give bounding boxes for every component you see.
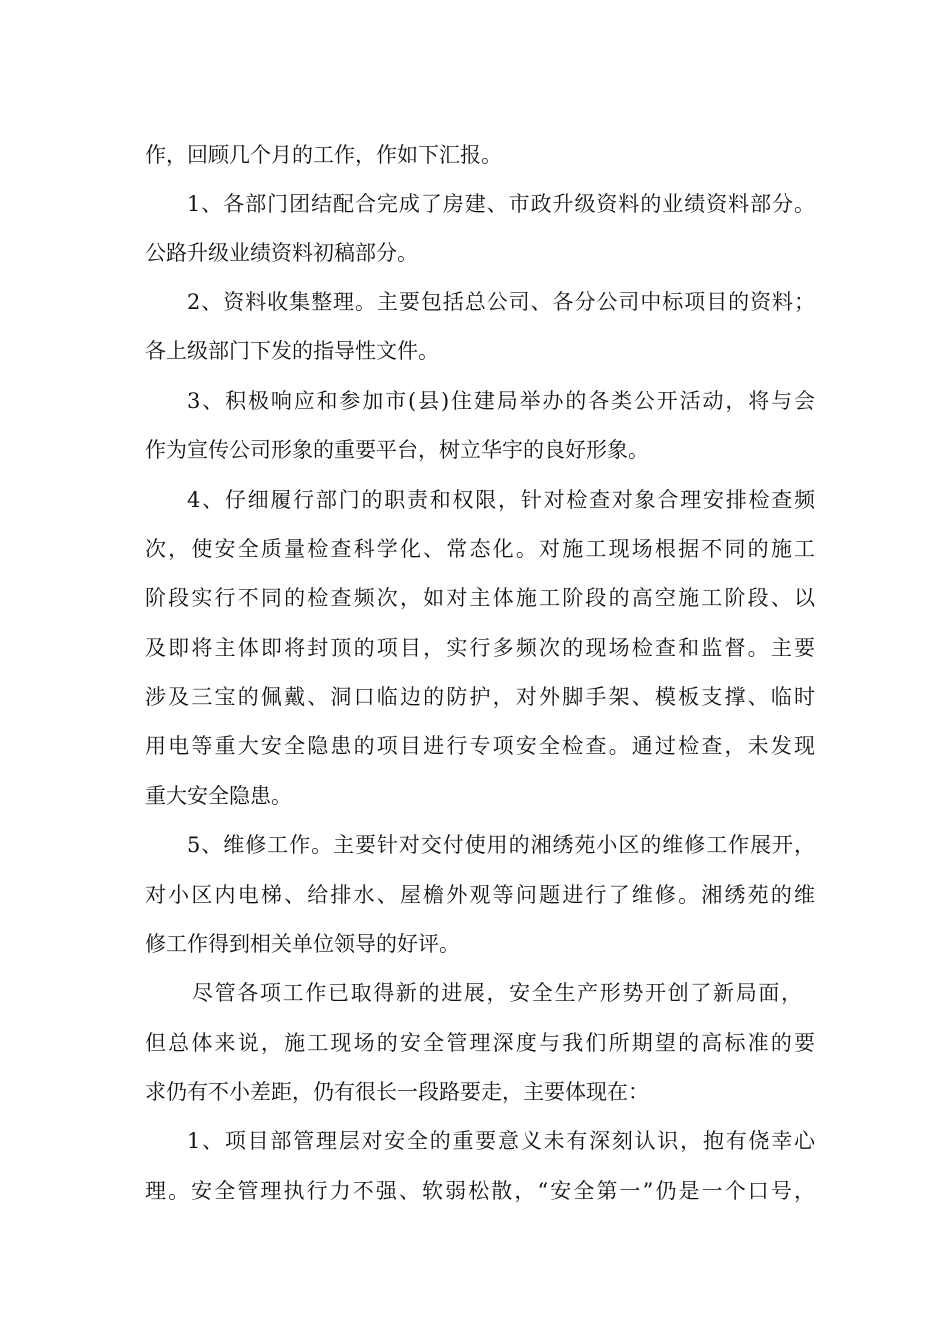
text-line: 2、资料收集整理。主要包括总公司、各分公司中标项目的资料； <box>187 290 815 314</box>
text-line: 1、各部门团结配合完成了房建、市政升级资料的业绩资料部分。 <box>187 192 815 216</box>
text-line: 作为宣传公司形象的重要平台，树立华宇的良好形象。 <box>145 438 649 462</box>
text-line: 求仍有不小差距，仍有很长一段路要走，主要体现在： <box>145 1080 649 1104</box>
text-line: 1、项目部管理层对安全的重要意义未有深刻认识，抱有侥幸心 <box>187 1129 815 1153</box>
text-line: 但总体来说，施工现场的安全管理深度与我们所期望的高标准的要 <box>145 1031 815 1055</box>
text-line: 用电等重大安全隐患的项目进行专项安全检查。通过检查，未发现 <box>145 734 815 758</box>
text-line: 作，回顾几个月的工作，作如下汇报。 <box>145 143 502 167</box>
text-line: 涉及三宝的佩戴、洞口临边的防护，对外脚手架、模板支撑、临时 <box>145 685 815 709</box>
text-line: 阶段实行不同的检查频次，如对主体施工阶段的高空施工阶段、以 <box>145 586 815 610</box>
text-line: 4、仔细履行部门的职责和权限，针对检查对象合理安排检查频 <box>187 488 815 512</box>
text-line: 次，使安全质量检查科学化、常态化。对施工现场根据不同的施工 <box>145 537 815 561</box>
text-line: 各上级部门下发的指导性文件。 <box>145 339 439 363</box>
text-line: 修工作得到相关单位领导的好评。 <box>145 932 460 956</box>
text-line: 理。安全管理执行力不强、软弱松散，“安全第一”仍是一个口号， <box>145 1179 815 1203</box>
text-line: 尽管各项工作已取得新的进展，安全生产形势开创了新局面， <box>192 981 802 1005</box>
text-line: 对小区内电梯、给排水、屋檐外观等问题进行了维修。湘绣苑的维 <box>145 883 815 907</box>
text-line: 5、维修工作。主要针对交付使用的湘绣苑小区的维修工作展开， <box>187 833 815 857</box>
text-line: 3、积极响应和参加市(县)住建局举办的各类公开活动，将与会 <box>187 389 815 413</box>
text-line: 公路升级业绩资料初稿部分。 <box>145 241 418 265</box>
text-line: 重大安全隐患。 <box>145 784 292 808</box>
text-line: 及即将主体即将封顶的项目，实行多频次的现场检查和监督。主要 <box>145 636 815 660</box>
